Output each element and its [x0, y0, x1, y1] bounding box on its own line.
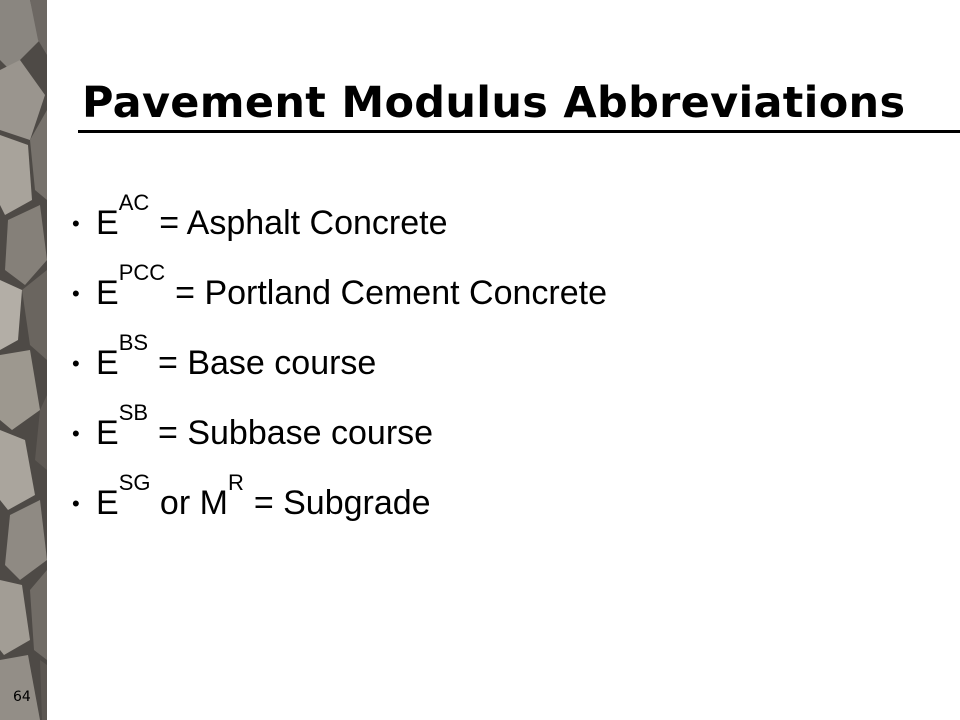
slide-title: Pavement Modulus Abbreviations: [82, 78, 906, 128]
modulus-symbol: E: [96, 484, 119, 522]
modulus-symbol: E: [96, 414, 119, 452]
bullet-dot-icon: •: [72, 491, 80, 516]
title-underline: [78, 130, 960, 133]
bullet-dot-icon: •: [72, 211, 80, 236]
bullet-text: = Subbase course: [158, 414, 434, 452]
bullet-text: = Portland Cement Concrete: [175, 274, 607, 312]
modulus-symbol: E: [96, 204, 119, 242]
slide-number: 64: [13, 689, 31, 705]
modulus-symbol: E: [96, 344, 119, 382]
bullet-text: = Asphalt Concrete: [159, 204, 448, 242]
rock-texture-sidebar: [0, 0, 47, 720]
bullet-dot-icon: •: [72, 281, 80, 306]
bullet-dot-icon: •: [72, 421, 80, 446]
bullet-text: = Subgrade: [253, 484, 431, 522]
bullet-item-sb: • E SB = Subbase course: [72, 400, 434, 452]
modulus-symbol: E: [96, 274, 119, 312]
bullet-item-sg: • E SG or M R = Subgrade: [72, 470, 431, 522]
bullet-item-ac: • E AC = Asphalt Concrete: [72, 190, 448, 242]
bullet-list: [72, 190, 607, 553]
modulus-alt-symbol: or M: [150, 484, 228, 522]
bullet-dot-icon: •: [72, 351, 80, 376]
bullet-item-bs: • E BS = Base course: [72, 330, 377, 382]
bullet-text: = Base course: [158, 344, 377, 382]
bullet-item-pcc: • E PCC = Portland Cement Concrete: [72, 260, 607, 312]
